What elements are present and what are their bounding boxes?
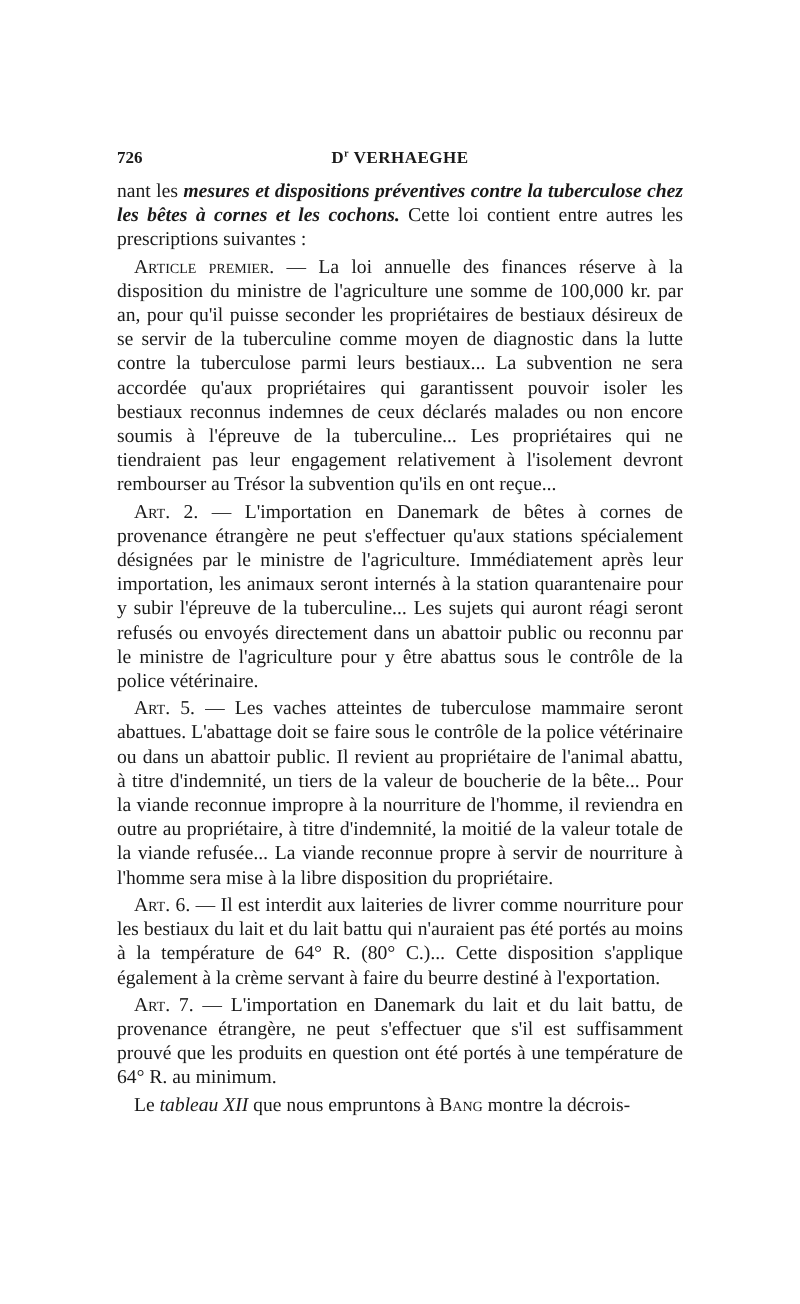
closing-paragraph xyxy=(117,1094,683,1118)
article-5-paragraph xyxy=(117,697,683,891)
article-5-label: Art. 5. xyxy=(134,698,195,720)
intro-text-start: nant les xyxy=(117,181,184,202)
author-name: VERHAEGHE xyxy=(353,148,469,167)
intro-text-end: Cette loi contient entre autres les prescriptions suivantes : xyxy=(117,205,684,251)
article-1-paragraph xyxy=(117,256,683,498)
law-title-emphasis: mesures et dispositions préventives contre la tuberculose chez les bêtes à cornes et les cochons. xyxy=(117,181,683,227)
closing-text-1: Le xyxy=(134,1094,160,1116)
closing-text-3: montre la décrois- xyxy=(482,1094,631,1116)
article-2-paragraph xyxy=(117,501,683,695)
article-5-text: — Les vaches atteintes de tuberculose mammaire seront abattues. L'abattage doit se faire sous le contrôle de la police vétérinaire ou dans un abattoir public. Il revient au propriétaire de l'animal abattu, à titre d'indemnité, un tiers de la valeur de boucherie de la bête... Pour la viande reconnue impropre à la nourriture de l'homme, il reviendra en outre au propriétaire, à titre d'indemnité, la moitié de la valeur totale de la viande refusée... La viande reconnue propre à servir de nourriture à l'homme sera mise à la libre disposition du propriétaire. xyxy=(117,698,683,889)
body-text xyxy=(117,180,683,1118)
table-reference: tableau XII xyxy=(159,1094,249,1116)
closing-text-2: que nous empruntons à xyxy=(248,1094,440,1116)
article-7-label: Art. 7. xyxy=(134,994,194,1016)
running-title xyxy=(117,148,683,168)
article-2-label: Art. 2. xyxy=(134,501,199,523)
page-number: 726 xyxy=(117,148,143,167)
article-7-paragraph xyxy=(117,994,683,1091)
intro-paragraph xyxy=(117,180,683,253)
running-header xyxy=(117,148,683,172)
article-1-text: — La loi annuelle des finances réserve à la disposition du ministre de l'agriculture une somme de 100,000 kr. par an, pour qu'il puisse seconder les propriétaires de bestiaux désireux de se servir de la tuberculine comme moyen de diagnostic dans la lutte contre la tuberculose parmi leurs bestiaux... La subvention ne sera accordée qu'aux propriétaires qui garantissent pouvoir isoler les bestiaux reconnus indemnes de ceux déclarés malades ou non encore soumis à l'épreuve de la tuberculine... Les propriétaires qui ne tiendraient pas leur engagement relativement à l'isolement devront rembourser au Trésor la subvention qu'ils en ont reçue... xyxy=(117,256,683,496)
article-7-text: — L'importation en Danemark du lait et du lait battu, de provenance étrangère, ne peut s'effectuer que s'il est suffisamment prouvé que les produits en question ont été portés à une température de 64° R. au minimum. xyxy=(117,994,683,1089)
article-6-paragraph xyxy=(117,894,683,991)
article-1-label: Article premier. xyxy=(134,256,275,278)
article-6-text: — Il est interdit aux laiteries de livrer comme nourriture pour les bestiaux du lait et du lait battu qui n'auraient pas été portés au moins à la température de 64° R. (80° C.)... Cette disposition s'applique également à la crème servant à faire du beurre destiné à l'exportation. xyxy=(117,894,683,989)
article-2-text: — L'importation en Danemark de bêtes à cornes de provenance étrangère ne peut s'effectuer qu'aux stations spécialement désignées par le ministre de l'agriculture. Immédiatement après leur importation, les animaux seront internés à la station quarantenaire pour y subir l'épreuve de la tuberculine... Les sujets qui auront réagi seront refusés ou envoyés directement dans un abattoir public ou reconnu par le ministre de l'agriculture pour y être abattus sous le contrôle de la police vétérinaire. xyxy=(117,501,683,693)
article-6-label: Art. 6. xyxy=(134,894,191,916)
author-bang: Bang xyxy=(439,1094,483,1116)
author-prefix: D xyxy=(331,148,345,167)
author-prefix-sup: r xyxy=(344,148,350,160)
